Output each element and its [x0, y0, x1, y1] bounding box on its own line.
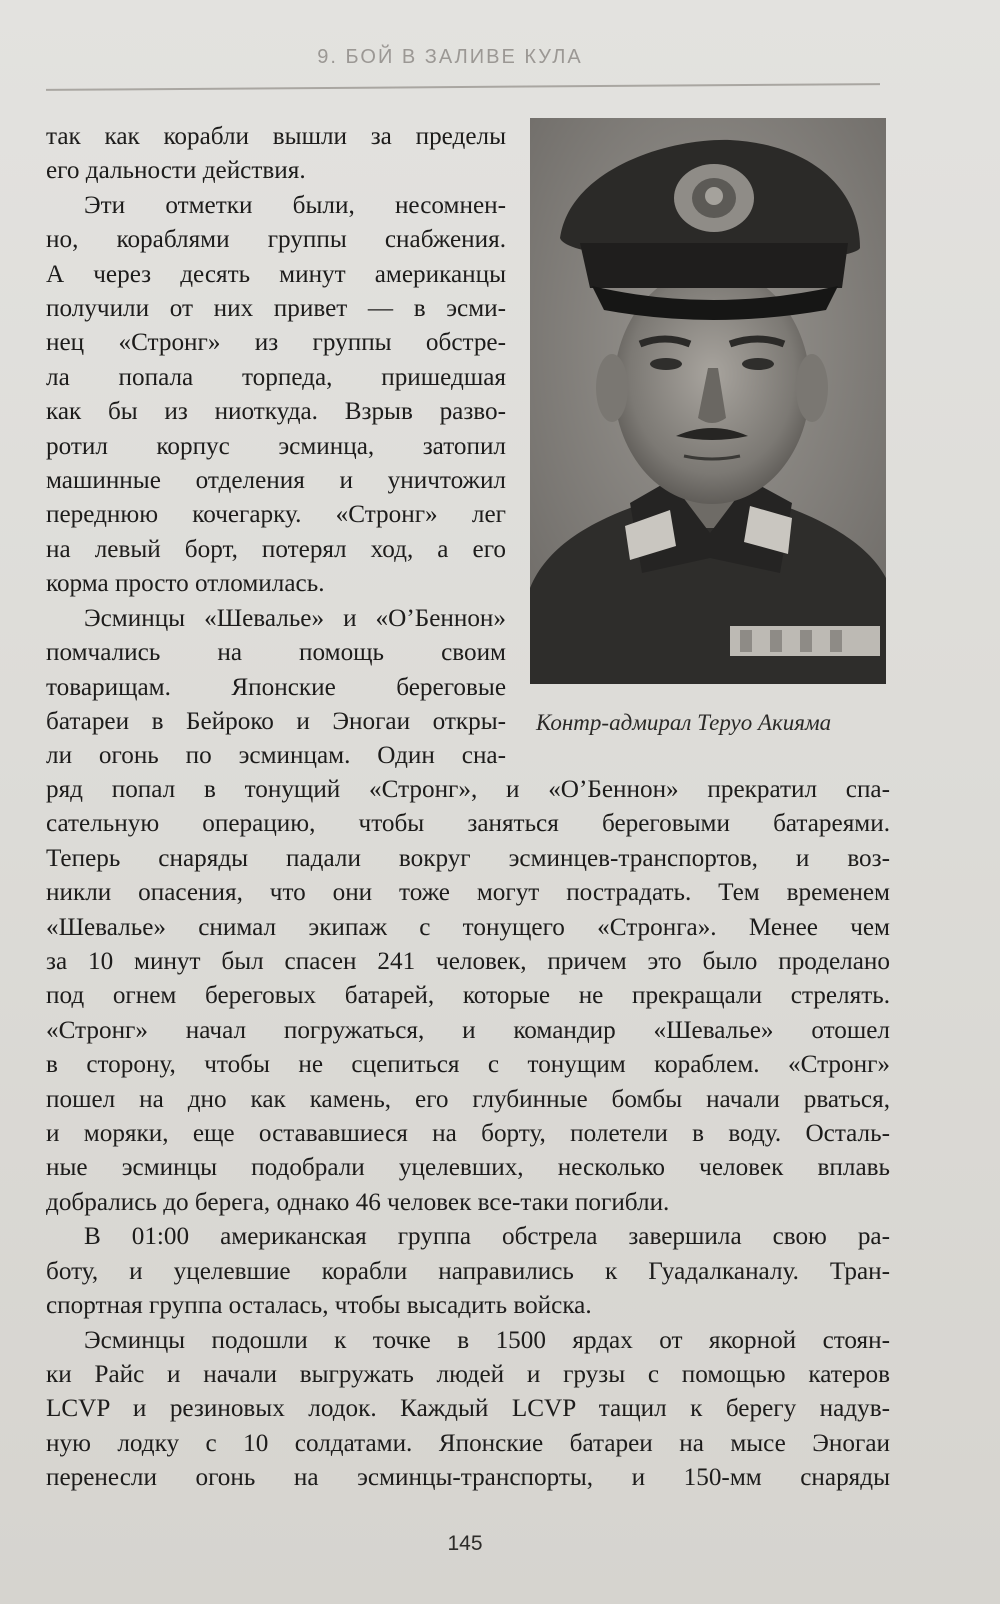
figure-caption: Контр-адмирал Теруо Акияма — [536, 710, 832, 735]
text-line: батареи в Бейроко и Эногаи откры- — [46, 707, 506, 735]
text-line: товарищам. Японские береговые — [46, 673, 506, 701]
text-line: ные эсминцы подобрали уцелевших, несколько человек вплавь — [46, 1154, 890, 1182]
text-line: А через десять минут американцы — [46, 260, 506, 288]
text-line: боту, и уцелевшие корабли направились к Гуадалканалу. Тран- — [46, 1257, 890, 1285]
text-column-narrow — [46, 120, 890, 774]
text-line: машинные отделения и уничтожил — [46, 467, 506, 495]
text-line: под огнем береговых батарей, которые не прекращали стрелять. — [46, 982, 890, 1010]
text-line: помчались на помощь своим — [46, 639, 506, 667]
text-line: но, кораблями группы снабжения. — [46, 226, 506, 254]
text-line: ряд попал в тонущий «Стронг», и «О’Беннон» прекратил спа- — [46, 776, 890, 803]
text-line: как бы из ниоткуда. Взрыв разво- — [46, 398, 506, 426]
text-line: Эти отметки были, несомнен- — [84, 191, 506, 219]
text-line: ротил корпус эсминца, затопил — [46, 432, 506, 460]
text-line: пошел на дно как камень, его глубинные бомбы начали рваться, — [46, 1085, 890, 1113]
text-line: «Стронг» начал погружаться, и командир «Шевалье» отошел — [46, 1016, 890, 1044]
text-line: за 10 минут был спасен 241 человек, причем это было проделано — [46, 948, 890, 976]
text-line: ки Райс и начали выгружать людей и грузы с помощью катеров — [46, 1360, 890, 1388]
text-line: ла попала торпеда, пришедшая — [46, 363, 506, 391]
text-line: получили от них привет — в эсми- — [46, 295, 506, 323]
text-line: ли огонь по эсминцам. Один сна- — [46, 742, 506, 770]
text-line: спортная группа осталась, чтобы высадить войска. — [46, 1292, 592, 1320]
text-line: LCVP и резиновых лодок. Каждый LCVP тащил к берегу надув- — [46, 1395, 890, 1423]
text-line: Эсминцы «Шевалье» и «О’Беннон» — [84, 604, 506, 632]
text-line: нец «Стронг» из группы обстре- — [46, 329, 506, 357]
text-line: добрались до берега, однако 46 человек все-таки погибли. — [46, 1188, 670, 1216]
text-line: на левый борт, потерял ход, а его — [46, 535, 506, 563]
text-line: перенесли огонь на эсминцы-транспорты, и 150-мм снаряды — [46, 1464, 890, 1492]
text-line: в сторону, чтобы не сцепиться с тонущим кораблем. «Стронг» — [46, 1051, 890, 1079]
text-line: сательную операцию, чтобы заняться береговыми батареями. — [46, 810, 890, 838]
text-line: его дальности действия. — [46, 157, 306, 185]
running-head: 9. БОЙ В ЗАЛИВЕ КУЛА — [317, 46, 583, 68]
text-line: так как корабли вышли за пределы — [46, 123, 506, 150]
page-number: 145 — [447, 1532, 483, 1555]
text-line: Теперь снаряды падали вокруг эсминцев-транспортов, и воз- — [46, 844, 890, 872]
text-line: Эсминцы подошли к точке в 1500 ярдах от якорной стоян- — [84, 1326, 890, 1354]
header-rule — [46, 83, 880, 91]
text-body-wide — [46, 773, 890, 1496]
text-line: В 01:00 американская группа обстрела завершила свою ра- — [84, 1223, 890, 1251]
text-line: переднюю кочегарку. «Стронг» лег — [46, 501, 506, 529]
text-line: никли опасения, что они тоже могут пострадать. Тем временем — [46, 879, 890, 907]
text-line: и моряки, еще остававшиеся на борту, полетели в воду. Осталь- — [46, 1120, 890, 1148]
text-line: корма просто отломилась. — [46, 570, 325, 598]
text-line: ную лодку с 10 солдатами. Японские батареи на мысе Эногаи — [46, 1429, 890, 1457]
text-line: «Шевалье» снимал экипаж с тонущего «Стронга». Менее чем — [46, 913, 890, 941]
